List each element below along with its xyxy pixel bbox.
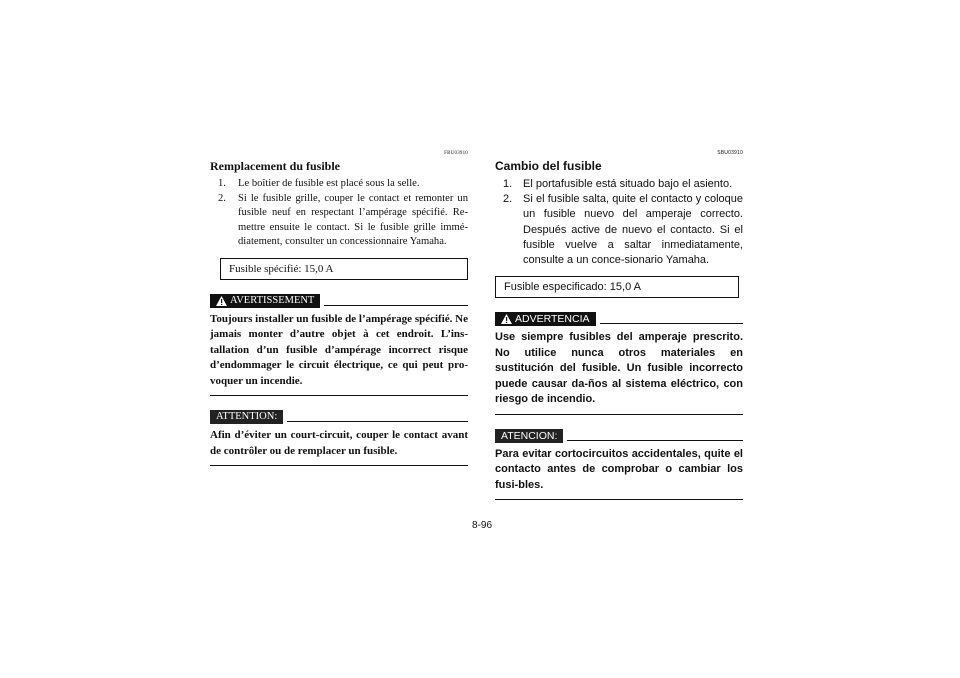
section-title: Cambio del fusible <box>495 159 602 173</box>
attention-label: ATTENTION: <box>216 411 278 423</box>
french-column <box>210 150 468 466</box>
warning-header <box>495 312 743 326</box>
section-title: Remplacement du fusible <box>210 159 340 173</box>
step-number: 1. <box>503 178 513 190</box>
divider <box>287 421 468 422</box>
step-text: Si le fusible grille, couper le contact et remonter un fusible neuf en respectant l’ampérage spécifié. Re-mettre ensuite le contact. Si le fusible grille immé-diatement, consulter un concessionnaire Yamaha. <box>238 192 468 248</box>
divider <box>210 395 468 396</box>
step-text: El portafusible está situado bajo el asiento. <box>523 178 733 190</box>
attention-label: ATENCION: <box>501 429 558 442</box>
step-text: Si el fusible salta, quite el contacto y coloque un fusible nuevo del amperaje correcto. Después active de nuevo el contacto. Si el fusible vuelve a saltar inmediatamente, consulte a un conce-sionario Yamaha. <box>523 193 743 267</box>
step-list <box>210 177 468 250</box>
spec-box: Fusible especificado: 15,0 A <box>495 276 739 298</box>
warning-text: Toujours installer un fusible de l’ampérage spécifié. Ne jamais monter d’autre objet à cet endroit. L’ins-tallation d’un fusible d’ampérage incorrect risque d’endommager le circuit électrique, ce qui peut pro-voquer un incendie. <box>210 312 468 387</box>
warning-triangle-icon <box>501 314 512 324</box>
divider <box>567 440 743 441</box>
warning-text: Use siempre fusibles del amperaje prescrito. No utilice nunca otros materiales en sustitución del fusible. Un fusible incorrecto puede causar da-ños al sistema eléctrico, con riesgo de incendio. <box>495 331 743 406</box>
divider <box>210 465 468 466</box>
warning-label: ADVERTENCIA <box>515 313 590 326</box>
attention-text: Afin d’éviter un court-circuit, couper le contact avant de contrôler ou de remplacer un fusible. <box>210 429 468 457</box>
warning-badge <box>495 312 596 326</box>
step-number: 1. <box>218 178 226 189</box>
list-item <box>210 177 468 192</box>
list-item <box>495 192 743 268</box>
page-number: 8-96 <box>472 520 493 531</box>
spanish-column <box>495 150 743 500</box>
step-number: 2. <box>503 193 513 206</box>
section-code: SBU03910 <box>717 150 743 156</box>
step-list <box>495 177 743 268</box>
divider <box>495 499 743 500</box>
divider <box>600 323 744 324</box>
list-item <box>210 192 468 250</box>
attention-badge <box>495 429 563 443</box>
warning-label: AVERTISSEMENT <box>230 294 315 306</box>
step-number: 2. <box>218 192 226 204</box>
attention-text: Para evitar cortocircuitos accidentales, quite el contacto antes de comprobar o cambiar los fusi-bles. <box>495 447 743 491</box>
warning-triangle-icon <box>216 296 227 306</box>
attention-header <box>495 429 743 443</box>
attention-badge <box>210 410 283 424</box>
section-code: FBU03910 <box>444 151 468 156</box>
attention-header <box>210 410 468 424</box>
list-item <box>495 177 743 192</box>
warning-header <box>210 294 468 308</box>
divider <box>324 305 468 306</box>
step-text: Le boîtier de fusible est placé sous la selle. <box>238 178 420 189</box>
warning-badge <box>210 294 320 308</box>
divider <box>495 414 743 415</box>
spec-box: Fusible spécifié: 15,0 A <box>220 258 468 280</box>
